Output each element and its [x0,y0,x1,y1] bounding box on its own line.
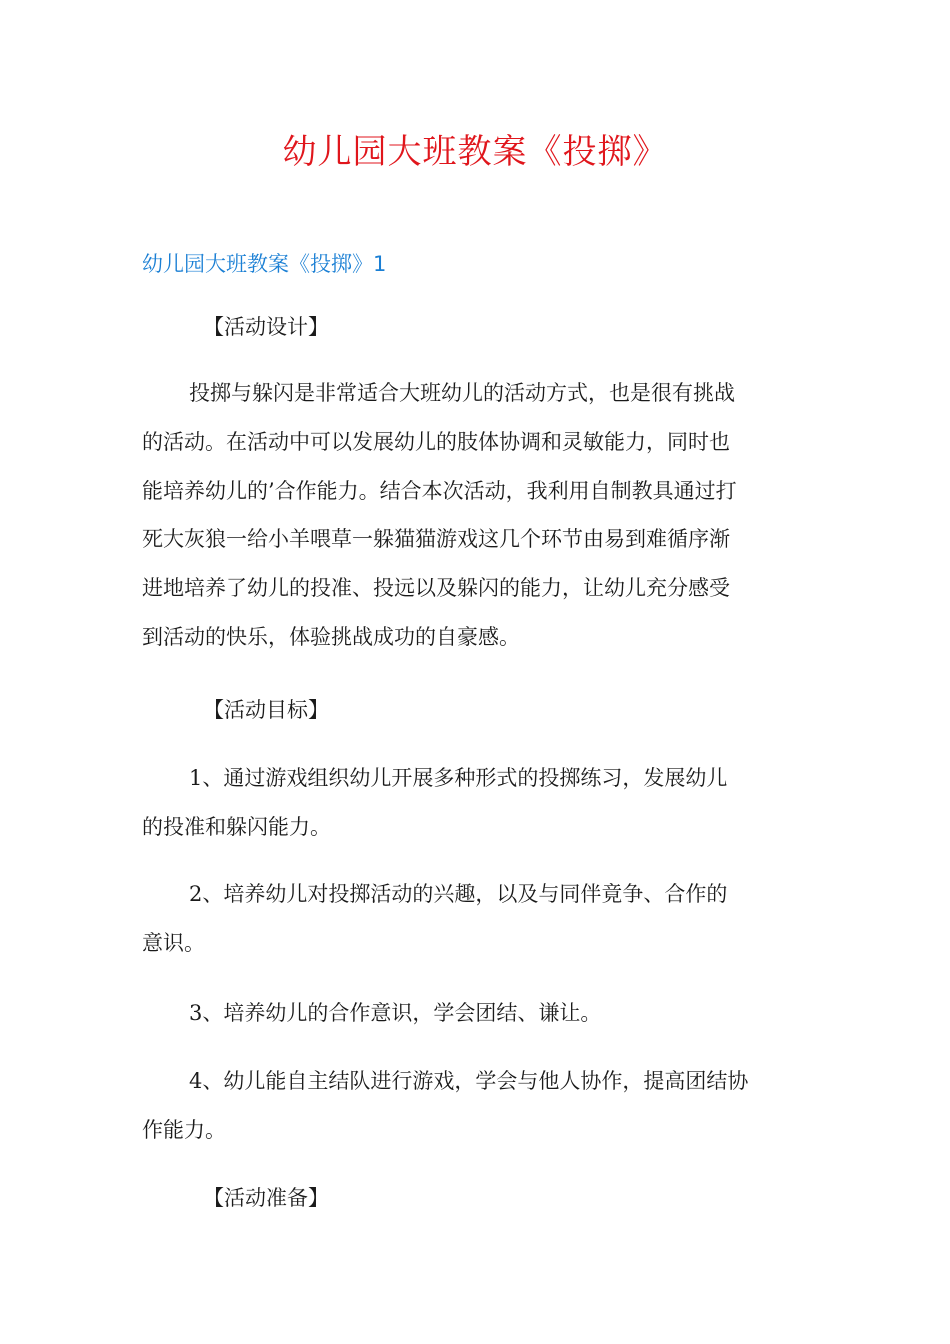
paragraph-line: 进地培养了幼儿的投准、投远以及躲闪的能力，让幼儿充分感受 [142,576,730,601]
section-heading-goals: 【活动目标】 [203,698,329,722]
design-paragraph [142,369,810,662]
paragraph-line: 2、培养幼儿对投掷活动的兴趣，以及与同伴竟争、合作的 [189,882,728,906]
paragraph-line: 3、培养幼儿的合作意识，学会团结、谦让。 [189,1001,602,1025]
paragraph-line: 意识。 [142,930,205,955]
goal-item-3 [142,989,810,1038]
goal-item-2 [142,870,810,968]
goal-item-1 [142,754,810,852]
document-subtitle: 幼儿园大班教案《投掷》1 [142,252,387,276]
document-title: 幼儿园大班教案《投掷》 [282,132,668,172]
goal-item-4 [142,1057,810,1155]
paragraph-line: 1、通过游戏组织幼儿开展多种形式的投掷练习，发展幼儿 [189,766,728,790]
paragraph-line: 能培养幼儿的’合作能力。结合本次活动，我利用自制教具通过打 [142,478,737,503]
paragraph-line: 的活动。在活动中可以发展幼儿的肢体协调和灵敏能力，同时也 [142,429,730,454]
section-heading-preparation: 【活动准备】 [203,1186,329,1210]
paragraph-line: 的投准和躲闪能力。 [142,814,331,839]
section-heading-design: 【活动设计】 [203,315,329,339]
paragraph-line: 到活动的快乐，体验挑战成功的自豪感。 [142,624,520,649]
paragraph-line: 作能力。 [142,1117,226,1142]
paragraph-line: 死大灰狼一给小羊喂草一躲猫猫游戏这几个环节由易到难循序渐 [142,527,730,552]
paragraph-line: 投掷与躲闪是非常适合大班幼儿的活动方式，也是很有挑战 [189,381,735,405]
paragraph-line: 4、幼儿能自主结队进行游戏，学会与他人协作，提高团结协 [189,1069,749,1093]
